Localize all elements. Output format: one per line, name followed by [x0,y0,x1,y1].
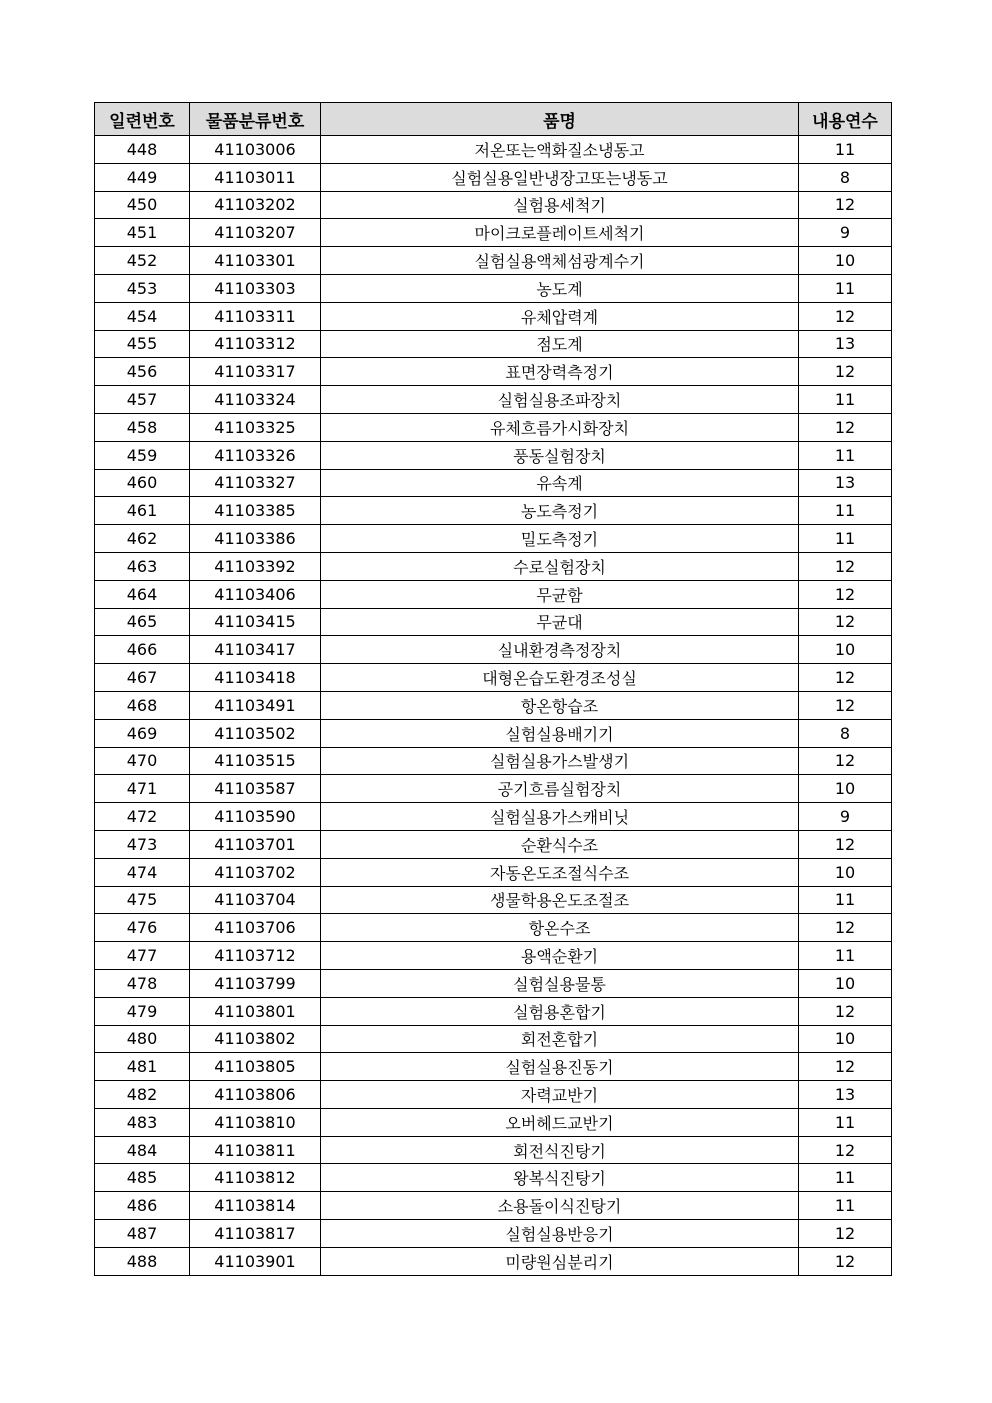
cell-useful-life: 12 [799,830,892,858]
cell-item-name: 유체흐름가시화장치 [321,413,799,441]
cell-classification-number: 41103386 [190,525,321,553]
cell-item-name: 실험용혼합기 [321,997,799,1025]
cell-classification-number: 41103491 [190,691,321,719]
table-row [95,942,892,970]
table-row [95,441,892,469]
table-row [95,664,892,692]
cell-serial-number: 458 [95,413,190,441]
cell-item-name: 점도계 [321,330,799,358]
cell-item-name: 유속계 [321,469,799,497]
cell-classification-number: 41103325 [190,413,321,441]
cell-classification-number: 41103817 [190,1220,321,1248]
cell-serial-number: 460 [95,469,190,497]
cell-useful-life: 8 [799,163,892,191]
cell-serial-number: 480 [95,1025,190,1053]
cell-useful-life: 12 [799,691,892,719]
cell-useful-life: 11 [799,497,892,525]
cell-item-name: 항온수조 [321,914,799,942]
cell-item-name: 오버헤드교반기 [321,1108,799,1136]
cell-classification-number: 41103011 [190,163,321,191]
cell-item-name: 실험실용물통 [321,969,799,997]
cell-classification-number: 41103202 [190,191,321,219]
cell-classification-number: 41103702 [190,858,321,886]
cell-useful-life: 10 [799,636,892,664]
table-row [95,747,892,775]
cell-useful-life: 13 [799,469,892,497]
cell-serial-number: 474 [95,858,190,886]
cell-item-name: 자동온도조절식수조 [321,858,799,886]
table-row [95,580,892,608]
cell-classification-number: 41103326 [190,441,321,469]
cell-classification-number: 41103587 [190,775,321,803]
cell-classification-number: 41103207 [190,219,321,247]
cell-useful-life: 12 [799,1053,892,1081]
cell-classification-number: 41103799 [190,969,321,997]
cell-serial-number: 463 [95,552,190,580]
cell-serial-number: 448 [95,136,190,164]
cell-classification-number: 41103811 [190,1136,321,1164]
cell-useful-life: 12 [799,997,892,1025]
table-row [95,1081,892,1109]
cell-serial-number: 469 [95,719,190,747]
cell-classification-number: 41103801 [190,997,321,1025]
table-row [95,1108,892,1136]
cell-useful-life: 12 [799,302,892,330]
cell-item-name: 실험실용조파장치 [321,386,799,414]
cell-item-name: 농도계 [321,274,799,302]
cell-classification-number: 41103385 [190,497,321,525]
cell-useful-life: 9 [799,219,892,247]
cell-item-name: 소용돌이식진탕기 [321,1192,799,1220]
cell-useful-life: 11 [799,136,892,164]
cell-serial-number: 451 [95,219,190,247]
cell-useful-life: 12 [799,1136,892,1164]
cell-useful-life: 10 [799,858,892,886]
cell-item-name: 순환식수조 [321,830,799,858]
cell-item-name: 항온항습조 [321,691,799,719]
cell-useful-life: 10 [799,969,892,997]
table-row [95,525,892,553]
cell-item-name: 실내환경측정장치 [321,636,799,664]
cell-item-name: 실험실용일반냉장고또는냉동고 [321,163,799,191]
cell-useful-life: 13 [799,330,892,358]
cell-serial-number: 475 [95,886,190,914]
cell-classification-number: 41103806 [190,1081,321,1109]
table-row [95,914,892,942]
cell-classification-number: 41103317 [190,358,321,386]
cell-serial-number: 487 [95,1220,190,1248]
table-row [95,886,892,914]
cell-classification-number: 41103392 [190,552,321,580]
cell-serial-number: 478 [95,969,190,997]
cell-useful-life: 10 [799,247,892,275]
cell-serial-number: 479 [95,997,190,1025]
cell-useful-life: 11 [799,1192,892,1220]
cell-useful-life: 12 [799,608,892,636]
cell-useful-life: 12 [799,747,892,775]
cell-serial-number: 483 [95,1108,190,1136]
cell-item-name: 밀도측정기 [321,525,799,553]
table-row [95,997,892,1025]
cell-serial-number: 459 [95,441,190,469]
cell-item-name: 공기흐름실험장치 [321,775,799,803]
table-row [95,136,892,164]
cell-serial-number: 470 [95,747,190,775]
table-row [95,1192,892,1220]
cell-useful-life: 11 [799,386,892,414]
cell-item-name: 유체압력계 [321,302,799,330]
table-row [95,469,892,497]
table-row [95,302,892,330]
table-row [95,191,892,219]
cell-classification-number: 41103006 [190,136,321,164]
cell-classification-number: 41103706 [190,914,321,942]
cell-classification-number: 41103301 [190,247,321,275]
table-row [95,1053,892,1081]
cell-item-name: 왕복식진탕기 [321,1164,799,1192]
table-row [95,858,892,886]
cell-item-name: 생물학용온도조절조 [321,886,799,914]
cell-classification-number: 41103502 [190,719,321,747]
cell-useful-life: 12 [799,580,892,608]
cell-serial-number: 464 [95,580,190,608]
cell-useful-life: 12 [799,914,892,942]
table-row [95,830,892,858]
cell-serial-number: 486 [95,1192,190,1220]
cell-item-name: 대형온습도환경조성실 [321,664,799,692]
table-row [95,803,892,831]
cell-serial-number: 453 [95,274,190,302]
cell-useful-life: 12 [799,1247,892,1275]
table-row [95,1136,892,1164]
table-row [95,330,892,358]
cell-serial-number: 466 [95,636,190,664]
cell-classification-number: 41103901 [190,1247,321,1275]
cell-classification-number: 41103327 [190,469,321,497]
cell-item-name: 실험실용가스캐비닛 [321,803,799,831]
cell-item-name: 실험용세척기 [321,191,799,219]
table-row [95,247,892,275]
header-classification-number: 물품분류번호 [190,103,321,136]
table-row [95,608,892,636]
table-header-row [95,103,892,136]
cell-classification-number: 41103324 [190,386,321,414]
cell-item-name: 자력교반기 [321,1081,799,1109]
cell-item-name: 표면장력측정기 [321,358,799,386]
cell-serial-number: 481 [95,1053,190,1081]
table-row [95,358,892,386]
cell-item-name: 회전혼합기 [321,1025,799,1053]
cell-classification-number: 41103406 [190,580,321,608]
cell-useful-life: 12 [799,191,892,219]
cell-item-name: 마이크로플레이트세척기 [321,219,799,247]
cell-serial-number: 455 [95,330,190,358]
cell-classification-number: 41103418 [190,664,321,692]
cell-item-name: 저온또는액화질소냉동고 [321,136,799,164]
cell-classification-number: 41103812 [190,1164,321,1192]
table-row [95,386,892,414]
cell-classification-number: 41103590 [190,803,321,831]
cell-useful-life: 11 [799,886,892,914]
table-row [95,1220,892,1248]
cell-useful-life: 13 [799,1081,892,1109]
header-useful-life: 내용연수 [799,103,892,136]
cell-serial-number: 476 [95,914,190,942]
table-row [95,636,892,664]
cell-serial-number: 482 [95,1081,190,1109]
cell-serial-number: 456 [95,358,190,386]
cell-classification-number: 41103417 [190,636,321,664]
cell-classification-number: 41103701 [190,830,321,858]
table-row [95,552,892,580]
cell-item-name: 미량원심분리기 [321,1247,799,1275]
cell-classification-number: 41103712 [190,942,321,970]
cell-item-name: 풍동실험장치 [321,441,799,469]
cell-classification-number: 41103805 [190,1053,321,1081]
cell-serial-number: 449 [95,163,190,191]
cell-classification-number: 41103415 [190,608,321,636]
cell-serial-number: 461 [95,497,190,525]
cell-item-name: 용액순환기 [321,942,799,970]
cell-serial-number: 472 [95,803,190,831]
cell-classification-number: 41103515 [190,747,321,775]
table-row [95,969,892,997]
table-row [95,163,892,191]
cell-useful-life: 11 [799,1164,892,1192]
table-row [95,719,892,747]
table-row [95,1025,892,1053]
cell-item-name: 실험실용배기기 [321,719,799,747]
item-table [94,102,892,1276]
table-row [95,775,892,803]
table-row [95,219,892,247]
table-row [95,1164,892,1192]
cell-useful-life: 12 [799,664,892,692]
cell-serial-number: 450 [95,191,190,219]
cell-useful-life: 11 [799,942,892,970]
table-row [95,691,892,719]
cell-item-name: 실험실용가스발생기 [321,747,799,775]
cell-item-name: 회전식진탕기 [321,1136,799,1164]
cell-serial-number: 467 [95,664,190,692]
cell-classification-number: 41103311 [190,302,321,330]
table-row [95,413,892,441]
cell-classification-number: 41103312 [190,330,321,358]
cell-useful-life: 10 [799,775,892,803]
header-serial-number: 일련번호 [95,103,190,136]
header-item-name: 품명 [321,103,799,136]
table-row [95,497,892,525]
cell-serial-number: 457 [95,386,190,414]
cell-useful-life: 10 [799,1025,892,1053]
cell-item-name: 실험실용진동기 [321,1053,799,1081]
cell-item-name: 농도측정기 [321,497,799,525]
cell-item-name: 실험실용액체섬광계수기 [321,247,799,275]
cell-serial-number: 454 [95,302,190,330]
cell-classification-number: 41103814 [190,1192,321,1220]
cell-useful-life: 12 [799,552,892,580]
cell-useful-life: 12 [799,1220,892,1248]
table-row [95,1247,892,1275]
cell-serial-number: 485 [95,1164,190,1192]
cell-useful-life: 8 [799,719,892,747]
cell-useful-life: 9 [799,803,892,831]
cell-classification-number: 41103704 [190,886,321,914]
cell-serial-number: 477 [95,942,190,970]
table-row [95,274,892,302]
cell-classification-number: 41103810 [190,1108,321,1136]
cell-serial-number: 484 [95,1136,190,1164]
cell-serial-number: 452 [95,247,190,275]
cell-classification-number: 41103303 [190,274,321,302]
cell-item-name: 실험실용반응기 [321,1220,799,1248]
cell-item-name: 무균대 [321,608,799,636]
cell-serial-number: 471 [95,775,190,803]
cell-serial-number: 488 [95,1247,190,1275]
cell-serial-number: 468 [95,691,190,719]
cell-useful-life: 11 [799,1108,892,1136]
cell-classification-number: 41103802 [190,1025,321,1053]
cell-item-name: 수로실험장치 [321,552,799,580]
cell-useful-life: 11 [799,274,892,302]
cell-item-name: 무균함 [321,580,799,608]
table-body [95,136,892,1276]
cell-useful-life: 12 [799,358,892,386]
cell-serial-number: 473 [95,830,190,858]
cell-useful-life: 11 [799,441,892,469]
cell-useful-life: 11 [799,525,892,553]
cell-serial-number: 462 [95,525,190,553]
cell-serial-number: 465 [95,608,190,636]
cell-useful-life: 12 [799,413,892,441]
